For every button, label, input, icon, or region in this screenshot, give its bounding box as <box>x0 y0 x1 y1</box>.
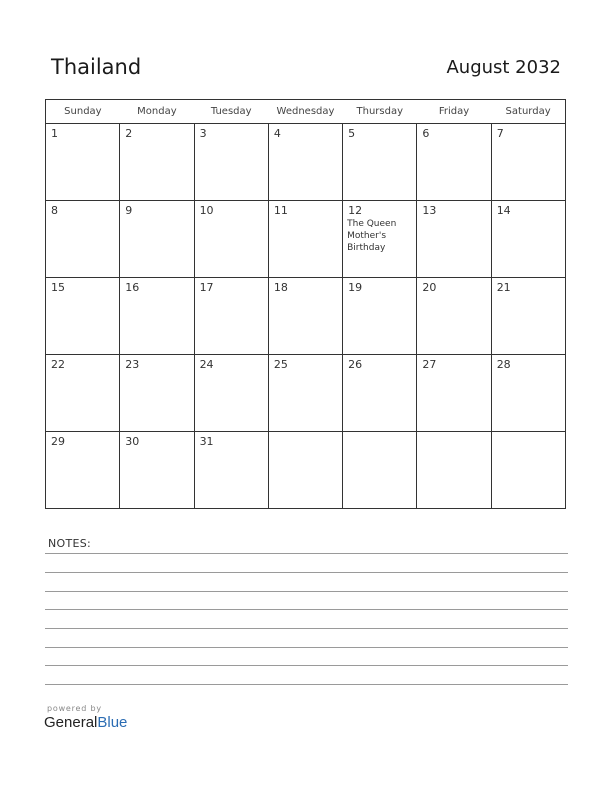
day-number: 18 <box>273 281 288 294</box>
day-cell <box>120 201 194 278</box>
weekday-header: Tuesday <box>194 100 268 124</box>
day-cell <box>194 278 268 355</box>
calendar-country-title: Thailand <box>51 55 142 79</box>
day-cell <box>268 201 342 278</box>
week-row <box>46 124 566 201</box>
day-cell <box>343 355 417 432</box>
day-number: 6 <box>422 127 430 140</box>
day-cell <box>491 432 565 509</box>
day-number: 14 <box>496 204 511 217</box>
day-number: 10 <box>199 204 214 217</box>
day-cell <box>417 124 491 201</box>
notes-line <box>45 609 568 610</box>
notes-line <box>45 684 568 685</box>
day-number: 29 <box>51 435 65 448</box>
day-cell <box>343 432 417 509</box>
day-cell <box>491 124 565 201</box>
day-number: 16 <box>125 281 140 294</box>
day-number: 23 <box>125 358 140 371</box>
day-number: 12 <box>348 204 363 217</box>
notes-label: NOTES: <box>48 537 92 550</box>
day-cell <box>417 432 491 509</box>
day-cell <box>268 355 342 432</box>
day-cell <box>343 278 417 355</box>
day-number: 4 <box>273 127 281 140</box>
powered-by-text: powered by <box>47 704 102 713</box>
day-cell <box>268 432 342 509</box>
weekday-header: Thursday <box>343 100 417 124</box>
day-number: 20 <box>422 281 437 294</box>
day-cell <box>46 432 120 509</box>
generalblue-logo <box>44 704 127 731</box>
day-cell <box>417 201 491 278</box>
day-cell <box>120 124 194 201</box>
day-cell <box>491 201 565 278</box>
week-row <box>46 278 566 355</box>
day-cell <box>417 278 491 355</box>
day-number: 21 <box>496 281 511 294</box>
day-number: 1 <box>51 127 58 140</box>
day-number: 7 <box>496 127 504 140</box>
day-number: 11 <box>273 204 288 217</box>
day-number: 8 <box>51 204 58 217</box>
week-row <box>46 432 566 509</box>
weekday-header: Saturday <box>491 100 565 124</box>
day-cell <box>46 278 120 355</box>
day-cell <box>343 201 417 278</box>
day-cell <box>491 355 565 432</box>
day-cell <box>46 124 120 201</box>
week-row <box>46 201 566 278</box>
day-number: 26 <box>348 358 363 371</box>
notes-line <box>45 665 568 666</box>
day-number: 25 <box>273 358 288 371</box>
weekday-header: Sunday <box>46 100 120 124</box>
day-number: 19 <box>348 281 363 294</box>
day-number: 30 <box>125 435 140 448</box>
day-number: 17 <box>199 281 214 294</box>
calendar-month-title: August 2032 <box>446 57 561 78</box>
day-number: 31 <box>199 435 214 448</box>
day-number: 22 <box>51 358 65 371</box>
day-cell <box>194 432 268 509</box>
day-cell <box>343 124 417 201</box>
day-number: 3 <box>199 127 207 140</box>
day-cell <box>194 124 268 201</box>
day-cell <box>120 355 194 432</box>
day-cell <box>120 278 194 355</box>
day-number: 15 <box>51 281 65 294</box>
day-number: 28 <box>496 358 511 371</box>
day-number: 13 <box>422 204 437 217</box>
brand-name <box>44 714 127 731</box>
weekday-header: Wednesday <box>268 100 342 124</box>
notes-line <box>45 591 568 592</box>
brand-general: General <box>44 714 98 731</box>
day-number: 2 <box>125 127 133 140</box>
day-cell <box>491 278 565 355</box>
notes-line <box>45 647 568 648</box>
brand-blue: Blue <box>97 714 128 731</box>
day-number: 27 <box>422 358 437 371</box>
calendar-grid <box>45 99 566 509</box>
weekday-header-row <box>46 100 566 124</box>
weekday-header: Monday <box>120 100 194 124</box>
day-cell <box>194 201 268 278</box>
notes-line <box>45 553 568 554</box>
holiday-event: The Queen Mother's Birthday <box>347 219 397 253</box>
day-cell <box>46 355 120 432</box>
day-cell <box>120 432 194 509</box>
day-cell <box>46 201 120 278</box>
day-number: 9 <box>125 204 133 217</box>
day-number: 5 <box>348 127 356 140</box>
notes-line <box>45 628 568 629</box>
notes-line <box>45 572 568 573</box>
day-number: 24 <box>199 358 214 371</box>
day-cell <box>268 278 342 355</box>
week-row <box>46 355 566 432</box>
weekday-header: Friday <box>417 100 491 124</box>
day-cell <box>268 124 342 201</box>
day-cell <box>417 355 491 432</box>
day-cell <box>194 355 268 432</box>
